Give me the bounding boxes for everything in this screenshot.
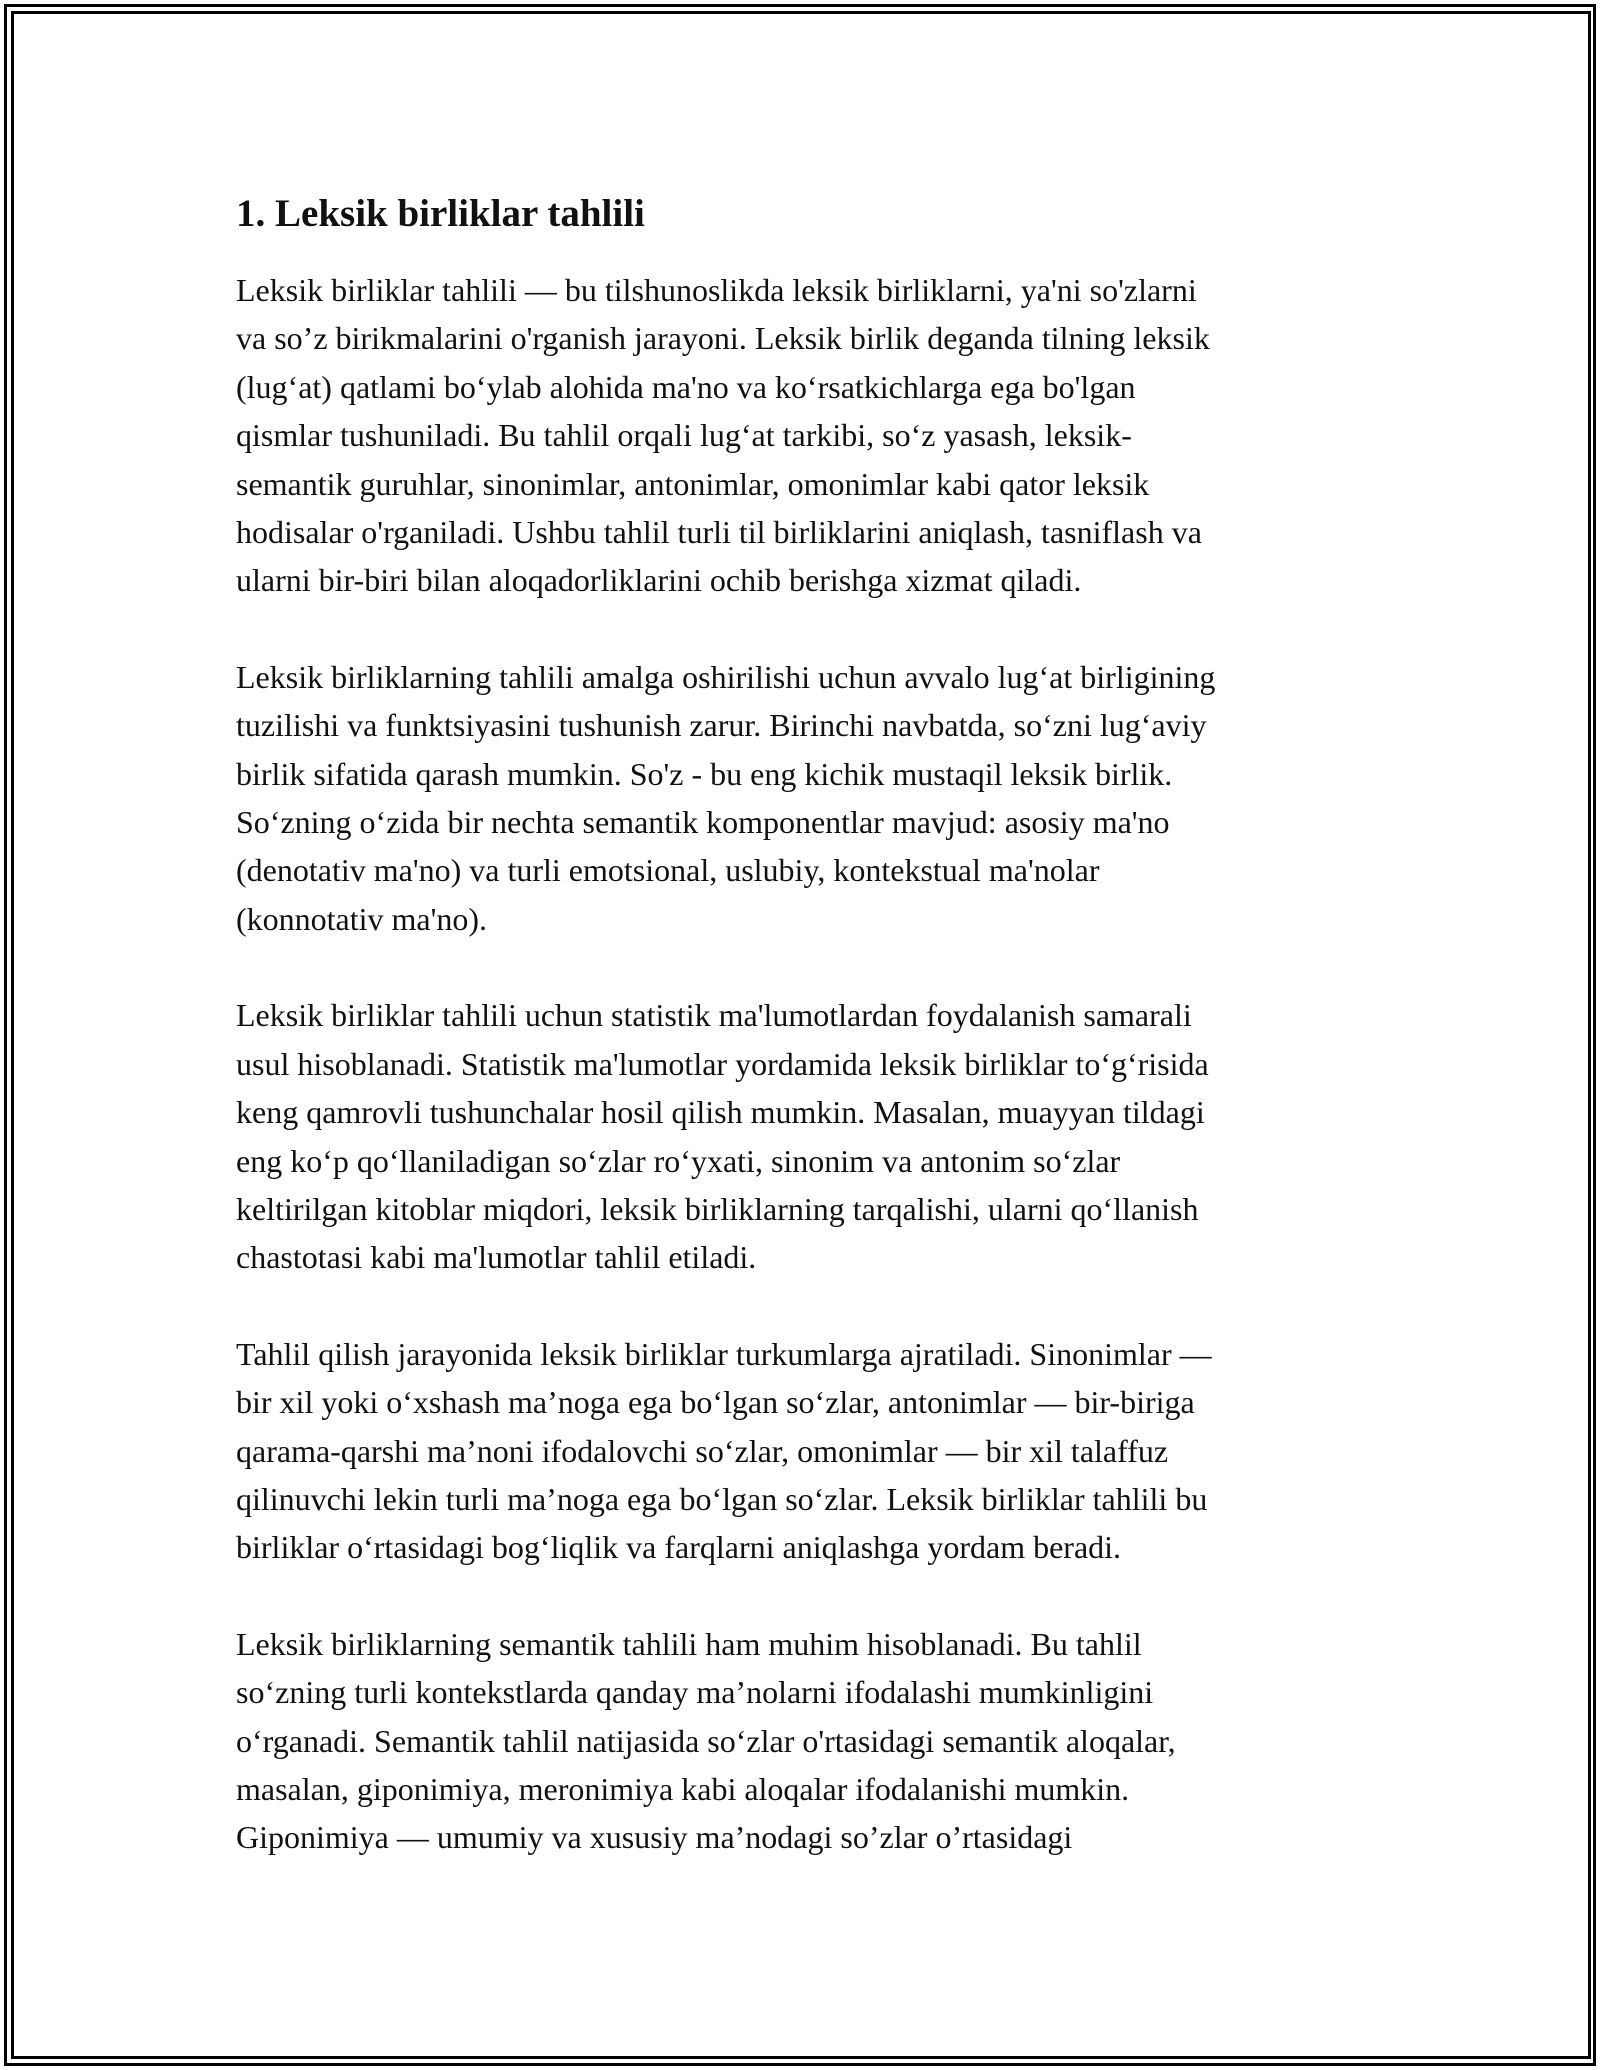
paragraph-4 [236, 1330, 1376, 1572]
text-line: bir xil yoki o‘xshash ma’noga ega bo‘lgan so‘zlar, antonimlar — bir-biriga [236, 1384, 1195, 1421]
text-line: Leksik birliklarning tahlili amalga oshirilishi uchun avvalo lug‘at birligining [236, 658, 1216, 695]
text-line: tuzilishi va funktsiyasini tushunish zarur. Birinchi navbatda, so‘zni lug‘aviy [236, 707, 1207, 744]
text-line: birliklar o‘rtasidagi bog‘liqlik va farqlarni aniqlashga yordam beradi. [236, 1529, 1122, 1566]
text-line: (konnotativ ma'no). [236, 900, 488, 937]
text-line: Leksik birliklar tahlili uchun statistik ma'lumotlardan foydalanish samarali [236, 997, 1192, 1034]
text-line: semantik guruhlar, sinonimlar, antonimlar, omonimlar kabi qator leksik [236, 465, 1150, 502]
text-line: (denotativ ma'no) va turli emotsional, uslubiy, kontekstual ma'nolar [236, 852, 1100, 889]
text-line: o‘rganadi. Semantik tahlil natijasida so‘zlar o'rtasidagi semantik aloqalar, [236, 1722, 1176, 1759]
text-line: keng qamrovli tushunchalar hosil qilish mumkin. Masalan, muayyan tildagi [236, 1094, 1205, 1131]
text-line: Leksik birliklarning semantik tahlili ham muhim hisoblanadi. Bu tahlil [236, 1625, 1142, 1662]
text-line: so‘zning turli kontekstlarda qanday ma’nolarni ifodalashi mumkinligini [236, 1674, 1154, 1711]
text-line: birlik sifatida qarash mumkin. So'z - bu eng kichik mustaqil leksik birlik. [236, 755, 1173, 792]
text-line: eng ko‘p qo‘llaniladigan so‘zlar ro‘yxati, sinonim va antonim so‘zlar [236, 1142, 1121, 1179]
text-line: chastotasi kabi ma'lumotlar tahlil etiladi. [236, 1239, 757, 1276]
text-line: qismlar tushuniladi. Bu tahlil orqali lug‘at tarkibi, so‘z yasash, leksik- [236, 417, 1132, 454]
text-line: Tahlil qilish jarayonida leksik birliklar turkumlarga ajratiladi. Sinonimlar — [236, 1335, 1212, 1372]
text-line: hodisalar o'rganiladi. Ushbu tahlil turli til birliklarini aniqlash, tasniflash va [236, 514, 1202, 551]
text-line: qarama-qarshi ma’noni ifodalovchi so‘zlar, omonimlar — bir xil talaffuz [236, 1432, 1169, 1469]
document-body [236, 188, 1376, 1910]
text-line: qilinuvchi lekin turli ma’noga ega bo‘lgan so‘zlar. Leksik birliklar tahlili bu [236, 1480, 1208, 1517]
text-line: Leksik birliklar tahlili — bu tilshunoslikda leksik birliklarni, ya'ni so'zlarni [236, 272, 1197, 308]
paragraph-1 [236, 266, 1376, 605]
text-line: So‘zning o‘zida bir nechta semantik komponentlar mavjud: asosiy ma'no [236, 804, 1170, 841]
text-line: keltirilgan kitoblar miqdori, leksik birliklarning tarqalishi, ularni qo‘llanish [236, 1190, 1199, 1227]
paragraph-2 [236, 653, 1376, 943]
section-heading: 1. Leksik birliklar tahlili [236, 192, 645, 235]
text-line: Giponimiya — umumiy va xususiy ma’nodagi so’zlar o’rtasidagi [236, 1819, 1073, 1856]
paragraph-3 [236, 991, 1376, 1281]
text-line: masalan, giponimiya, meronimiya kabi aloqalar ifodalanishi mumkin. [236, 1770, 1130, 1807]
text-line: va so’z birikmalarini o'rganish jarayoni. Leksik birlik deganda tilning leksik [236, 320, 1210, 357]
paragraph-5 [236, 1620, 1376, 1862]
text-line: ularni bir-biri bilan aloqadorliklarini ochib berishga xizmat qiladi. [236, 562, 1082, 599]
text-line: usul hisoblanadi. Statistik ma'lumotlar yordamida leksik birliklar to‘g‘risida [236, 1045, 1209, 1082]
text-line: (lug‘at) qatlami bo‘ylab alohida ma'no va ko‘rsatkichlarga ega bo'lgan [236, 368, 1136, 405]
